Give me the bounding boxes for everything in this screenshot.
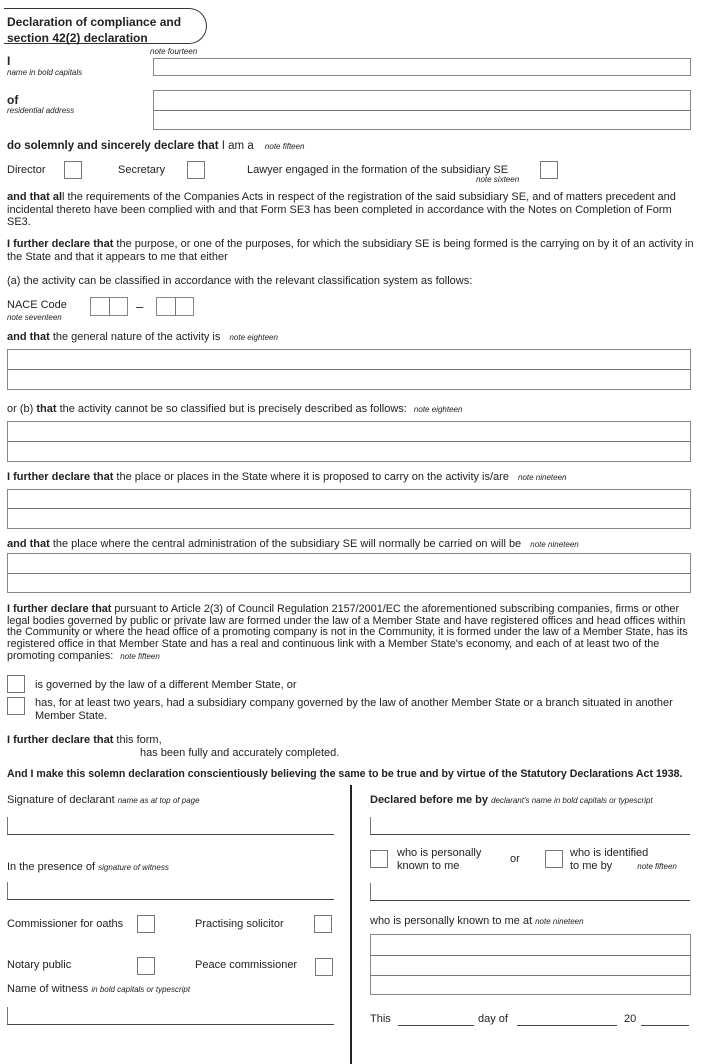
role-secretary-label: Secretary	[118, 164, 166, 176]
form-line2: has been fully and accurately completed.	[140, 747, 340, 759]
presence-label	[7, 861, 169, 875]
notary-label: Notary public	[7, 959, 72, 971]
signature-note: name as at top of page	[117, 796, 200, 805]
general-divider	[7, 369, 691, 370]
commissioner-label: Commissioner for oaths	[7, 918, 124, 930]
place-note: note nineteen	[518, 473, 567, 482]
classification-text: (a) the activity can be classified in accordance with the relevant classification system as follows:	[7, 275, 473, 287]
central-bold: and that	[7, 538, 50, 550]
known-checkbox[interactable]	[370, 850, 388, 868]
activity-divider	[7, 441, 691, 442]
subsidiary-checkbox[interactable]	[7, 697, 25, 715]
known-line2: known to me	[397, 860, 460, 872]
general-text: the general nature of the activity is	[49, 331, 221, 343]
nace-note: note seventeen	[7, 313, 62, 322]
director-checkbox[interactable]	[64, 161, 82, 179]
signature-text: Signature of declarant	[7, 794, 115, 806]
known-at-text: who is personally known to me at	[370, 915, 533, 927]
solemn-declaration: And I make this solemn declaration conscientiously believing the same to be true and by virtue of the Statutory Declarations Act 1938.	[7, 768, 683, 780]
place-text: the place or places in the State where it is proposed to carry on the activity is/are	[113, 471, 509, 483]
place-bold: I further declare that	[7, 471, 114, 483]
role-director-label: Director	[7, 164, 46, 176]
orb-note: note eighteen	[413, 405, 463, 414]
address-divider	[153, 110, 691, 111]
identified-line[interactable]	[370, 900, 690, 901]
note-fourteen: note fourteen	[150, 47, 198, 56]
known-at-label	[370, 915, 584, 929]
notary-checkbox[interactable]	[137, 957, 155, 975]
compliance-text: l the requirements of the Companies Acts in respect of the registration of the said subsidiary SE, and of matters precedent and incidental thereto have been complied with and that Form SE3 has been completed in accordance with the Notes on Completion of Form SE3.	[7, 191, 676, 228]
i-label: I	[7, 54, 11, 68]
subsidiary-text: has, for at least two years, had a subsidiary company governed by the law of another Member State or a branch situated in another Member State.	[35, 697, 673, 722]
witness-name-text: Name of witness	[7, 983, 89, 995]
article-bold: I further declare that	[7, 603, 112, 615]
declared-label	[370, 794, 653, 808]
identified-checkbox[interactable]	[545, 850, 563, 868]
dayof-label: day of	[478, 1013, 508, 1025]
address-caption: residential address	[7, 106, 75, 115]
identified-note: note fifteen	[637, 862, 677, 871]
nace-divider-1	[109, 297, 110, 316]
nace-divider-2	[175, 297, 176, 316]
central-line	[7, 538, 579, 552]
compliance-bold: and that al	[7, 191, 63, 203]
identified-tick	[370, 883, 371, 900]
note-sixteen: note sixteen	[476, 175, 520, 184]
column-divider	[350, 785, 352, 1064]
article-paragraph	[7, 604, 697, 663]
known-line1: who is personally	[397, 847, 482, 859]
known-at-note: note nineteen	[535, 917, 584, 926]
month-line[interactable]	[517, 1025, 617, 1026]
article-text: pursuant to Article 2(3) of Council Regulation 2157/2001/EC the aforementioned subscribing companies, firms or other legal bodies governed by public or private law are formed under the law of a Member State and have registered offices and head offices within the Community or where the head office of a promoting company is not in the Community, it is formed under the law of a Member State, has its registered office in that Member State and has a real and continuous link with a Member State's economy, and each of at least two of the promoting companies:	[7, 603, 688, 662]
signature-line[interactable]	[7, 834, 334, 835]
article-note: note fifteen	[120, 651, 160, 661]
orb-text: the activity cannot be so classified but is precisely described as follows:	[56, 403, 407, 415]
witness-signature-line[interactable]	[7, 899, 334, 900]
orb-pre: or (b)	[7, 403, 37, 415]
or-label: or	[510, 853, 520, 865]
declared-bold: Declared before me by	[370, 794, 488, 806]
presence-note: signature of witness	[98, 863, 169, 872]
known-at-address-field[interactable]	[370, 934, 691, 995]
known-at-divider-2	[370, 975, 691, 976]
orb-line	[7, 403, 462, 417]
declare-bold: do solemnly and sincerely declare that	[7, 140, 219, 152]
form-text: this form,	[113, 734, 162, 746]
identified-line2	[570, 860, 677, 874]
witness-name-note: in bold capitals or typescript	[91, 985, 191, 994]
secretary-checkbox[interactable]	[187, 161, 205, 179]
nace-dash: –	[136, 299, 144, 314]
central-note: note nineteen	[530, 540, 579, 549]
general-note: note eighteen	[229, 333, 278, 342]
governed-checkbox[interactable]	[7, 675, 25, 693]
of-label: of	[7, 93, 19, 107]
place-divider	[7, 508, 691, 509]
identified-text: to me by	[570, 860, 613, 872]
signature-tick	[7, 817, 8, 834]
place-line	[7, 471, 567, 485]
purpose-bold: I further declare that	[7, 238, 114, 250]
central-text: the place where the central administration of the subsidiary SE will normally be carried on will be	[49, 538, 522, 550]
day-line[interactable]	[398, 1025, 474, 1026]
purpose-text: the purpose, or one of the purposes, for which the subsidiary SE is being formed is the carrying on by it of an activity in the State and that it appears to me that either	[7, 238, 694, 263]
witness-name-tick	[7, 1007, 8, 1024]
witness-tick	[7, 882, 8, 899]
form-title-line2: section 42(2) declaration	[7, 31, 148, 45]
governed-text: is governed by the law of a different Member State, or	[35, 679, 297, 691]
lawyer-checkbox[interactable]	[540, 161, 558, 179]
place-field[interactable]	[7, 489, 691, 529]
compliance-paragraph	[7, 191, 697, 229]
year-line[interactable]	[641, 1025, 689, 1026]
declared-note: declarant's name in bold capitals or typescript	[491, 796, 653, 805]
form-title-line1: Declaration of compliance and	[7, 15, 182, 29]
peace-checkbox[interactable]	[315, 958, 333, 976]
form-bold: I further declare that	[7, 734, 114, 746]
declare-rest: I am a	[218, 140, 254, 152]
orb-bold: that	[36, 403, 57, 415]
central-divider	[7, 573, 691, 574]
commissioner-checkbox[interactable]	[137, 915, 155, 933]
name-caption: name in bold capitals	[7, 68, 83, 77]
declared-tick	[370, 817, 371, 834]
year-label: 20	[624, 1013, 637, 1025]
witness-name-label	[7, 983, 190, 997]
presence-text: In the presence of	[7, 861, 96, 873]
peace-label: Peace commissioner	[195, 959, 298, 971]
witness-name-line[interactable]	[7, 1024, 334, 1025]
name-field[interactable]	[153, 58, 691, 76]
declared-line[interactable]	[370, 834, 690, 835]
solicitor-label: Practising solicitor	[195, 918, 284, 930]
form-line	[7, 734, 162, 747]
signature-label	[7, 794, 200, 808]
this-label: This	[370, 1013, 391, 1025]
known-at-divider-1	[370, 955, 691, 956]
general-nature-line	[7, 331, 278, 345]
nace-label: NACE Code	[7, 299, 67, 311]
role-lawyer-label: Lawyer engaged in the formation of the subsidiary SE	[247, 164, 509, 176]
declare-note: note fifteen	[264, 142, 305, 151]
purpose-paragraph	[7, 238, 697, 263]
solicitor-checkbox[interactable]	[314, 915, 332, 933]
general-bold: and that	[7, 331, 50, 343]
identified-line1: who is identified	[570, 847, 649, 859]
declare-line	[7, 140, 305, 154]
